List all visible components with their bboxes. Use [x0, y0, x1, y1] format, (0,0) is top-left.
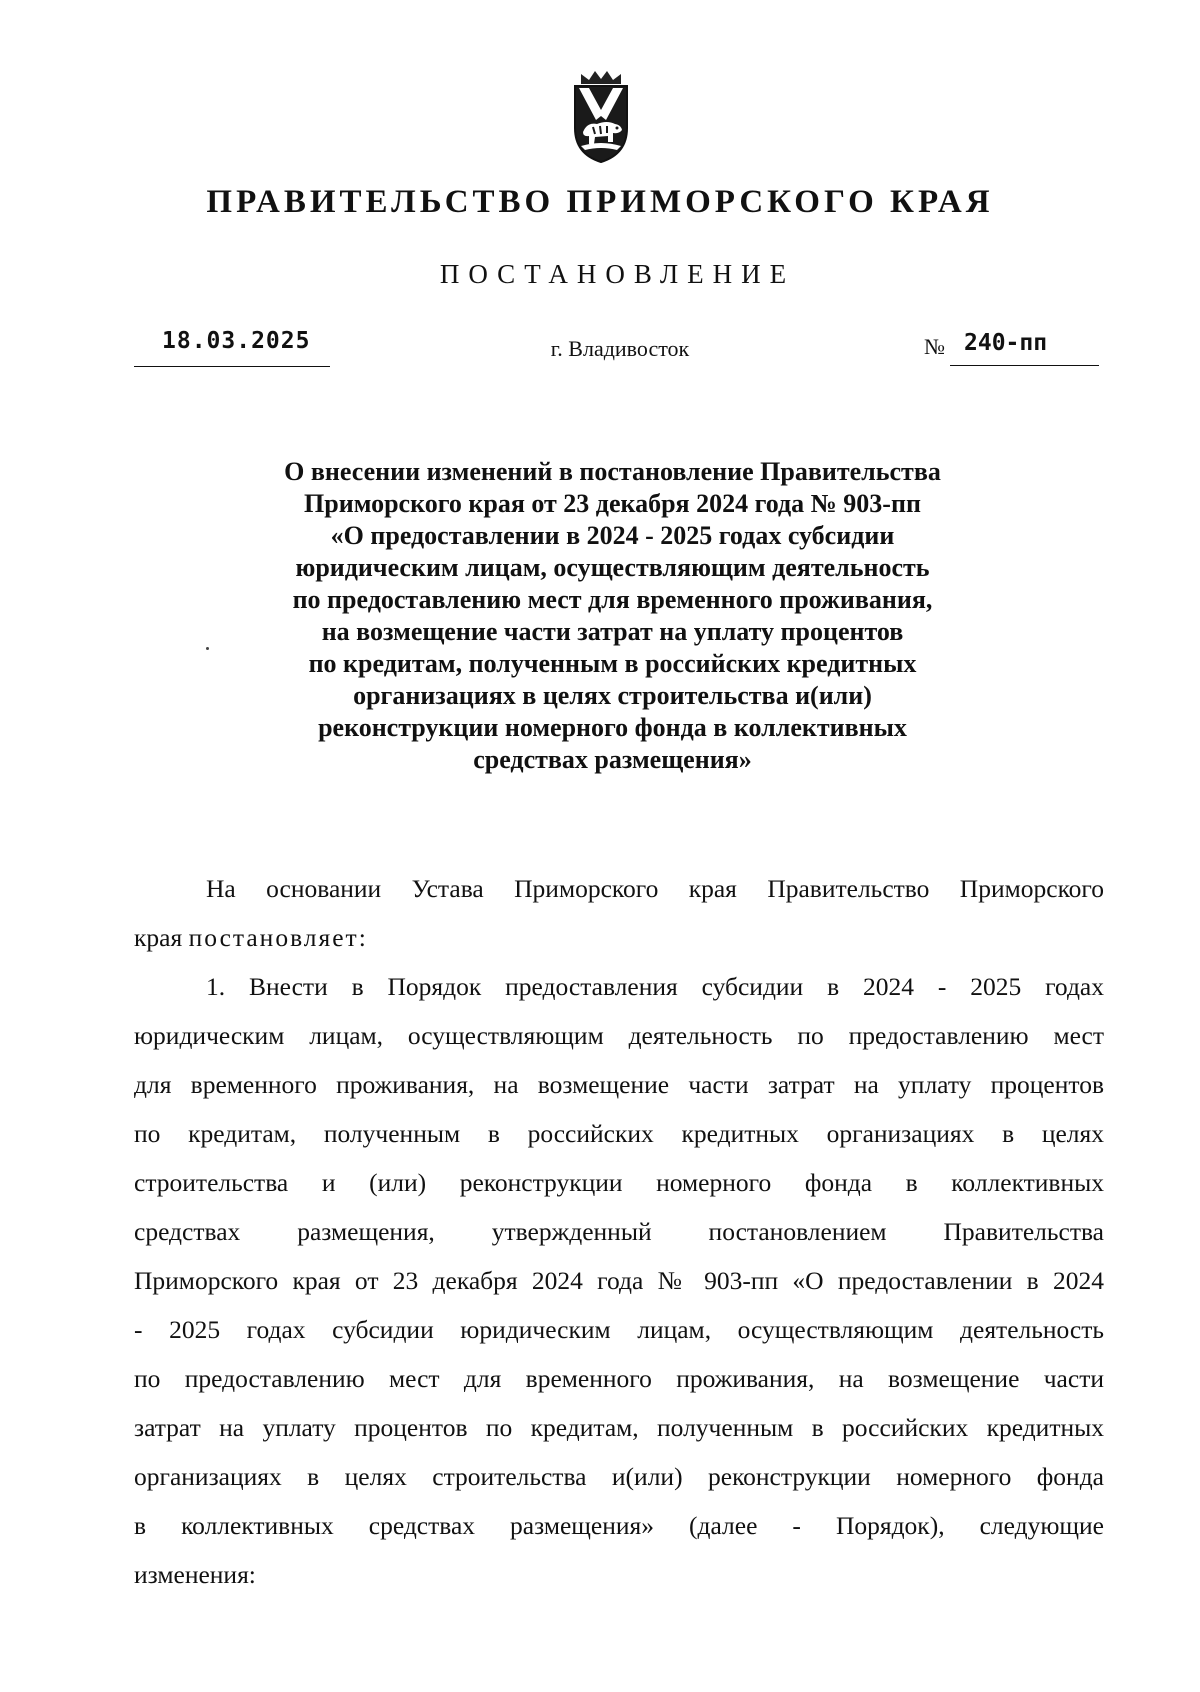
- heading-line: Приморского края от 23 декабря 2024 года № 903-пп: [304, 489, 921, 518]
- document-date-field: [134, 328, 330, 367]
- document-number-field: [924, 330, 1099, 366]
- paragraph-2-line: - 2025 годах субсидии юридическим лицам, осуществляющим деятельность: [134, 1315, 1104, 1344]
- paragraph-2-line: по кредитам, полученным в российских кредитных организациях в целях: [134, 1119, 1104, 1148]
- paragraph-1-line: На основании Устава Приморского края Правительство Приморского: [206, 874, 1104, 903]
- heading-line: «О предоставлении в 2024 - 2025 годах субсидии: [330, 521, 895, 550]
- heading-line: по предоставлению мест для временного проживания,: [292, 585, 933, 614]
- heading-line: юридическим лицам, осуществляющим деятельность: [295, 553, 930, 582]
- paragraph-1-text: края: [134, 923, 189, 952]
- paragraph-2-line: организациях в целях строительства и(или) реконструкции номерного фонда: [134, 1462, 1104, 1491]
- heading-line: О внесении изменений в постановление Правительства: [284, 457, 941, 486]
- document-body: [134, 864, 1104, 1599]
- heading-line: организациях в целях строительства и(или): [353, 681, 872, 710]
- document-city: г. Владивосток: [550, 336, 690, 361]
- organization-title: ПРАВИТЕЛЬСТВО ПРИМОРСКОГО КРАЯ: [206, 184, 994, 220]
- heading-line: средствах размещения»: [473, 745, 752, 774]
- number-underline: [950, 365, 1099, 366]
- paragraph-2-line: затрат на уплату процентов по кредитам, полученным в российских кредитных: [134, 1413, 1104, 1442]
- document-heading: [150, 456, 1075, 776]
- document-date: 18.03.2025: [162, 328, 311, 354]
- paragraph-2-line: изменения:: [134, 1560, 256, 1589]
- paragraph-2-line: Приморского края от 23 декабря 2024 года № 903-пп «О предоставлении в 2024: [134, 1266, 1104, 1295]
- scan-speck: [206, 647, 209, 650]
- heading-line: реконструкции номерного фонда в коллективных: [318, 713, 907, 742]
- paragraph-2-line: в коллективных средствах размещения» (далее - Порядок), следующие: [134, 1511, 1104, 1540]
- heading-line: по кредитам, полученным в российских кредитных: [308, 649, 917, 678]
- paragraph-1-line: [134, 913, 1104, 962]
- paragraph-2-line: по предоставлению мест для временного проживания, на возмещение части: [134, 1364, 1104, 1393]
- document-number: 240-пп: [964, 330, 1048, 356]
- document-type: ПОСТАНОВЛЕНИЕ: [439, 259, 796, 289]
- primorsky-coat-of-arms-icon: [567, 70, 635, 166]
- heading-line: на возмещение части затрат на уплату процентов: [321, 617, 904, 646]
- resolves-word: постановляет:: [188, 923, 368, 952]
- paragraph-2-line: 1. Внести в Порядок предоставления субсидии в 2024 - 2025 годах: [206, 972, 1104, 1001]
- paragraph-2-line: юридическим лицам, осуществляющим деятельность по предоставлению мест: [134, 1021, 1104, 1050]
- paragraph-2-line: строительства и (или) реконструкции номерного фонда в коллективных: [134, 1168, 1104, 1197]
- paragraph-2-line: для временного проживания, на возмещение части затрат на уплату процентов: [134, 1070, 1104, 1099]
- paragraph-2-line: средствах размещения, утвержденный постановлением Правительства: [134, 1217, 1104, 1246]
- number-sign: №: [924, 334, 945, 359]
